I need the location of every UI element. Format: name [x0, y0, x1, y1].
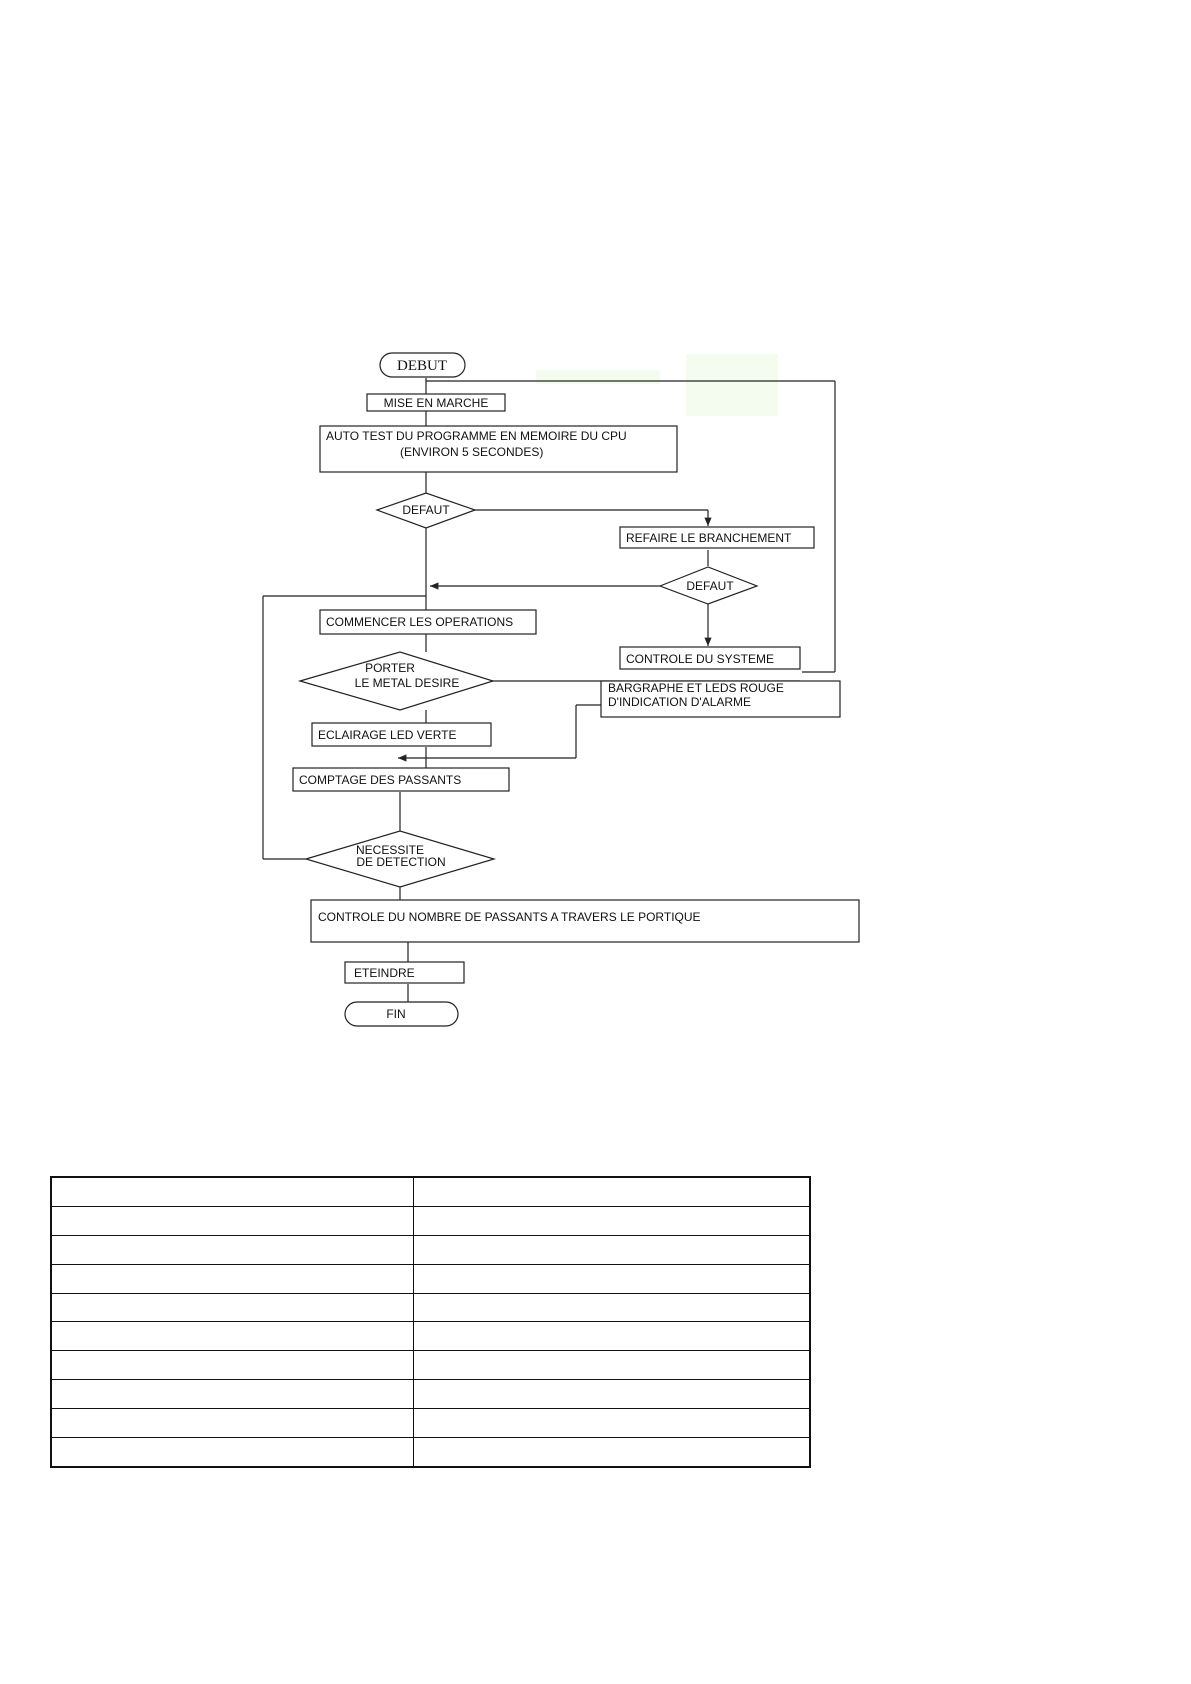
table-row — [51, 1322, 810, 1351]
control-count-label: CONTROLE DU NOMBRE DE PASSANTS A TRAVERS LE PORTIQUE — [318, 910, 701, 924]
need-detection-decision — [306, 831, 494, 887]
count-passersby-step — [293, 768, 509, 791]
empty-table — [50, 1176, 811, 1468]
alarm-indication-step — [601, 681, 840, 717]
switch-off-step — [345, 962, 464, 983]
alarm-label-line1: BARGRAPHE ET LEDS ROUGE — [608, 681, 784, 695]
self-test-label-line1: AUTO TEST DU PROGRAMME EN MEMOIRE DU CPU — [326, 429, 627, 443]
switch-off-label: ETEINDRE — [354, 966, 415, 980]
table-row — [51, 1235, 810, 1264]
table-cell — [414, 1235, 811, 1264]
table-cell — [414, 1351, 811, 1380]
redo-wiring-step — [620, 527, 814, 548]
table-cell — [51, 1322, 414, 1351]
table-cell — [414, 1206, 811, 1235]
carry-metal-decision — [300, 652, 493, 710]
fault-decision-1-label: DEFAUT — [402, 503, 450, 517]
table-cell — [51, 1438, 414, 1467]
alarm-label-line2: D'INDICATION D'ALARME — [608, 695, 752, 709]
table-cell — [51, 1293, 414, 1322]
table-row — [51, 1438, 810, 1467]
table-row — [51, 1351, 810, 1380]
fault-decision-2-label: DEFAUT — [686, 579, 734, 593]
start-terminal — [380, 353, 465, 377]
start-operations-label: COMMENCER LES OPERATIONS — [326, 615, 514, 629]
table-cell — [414, 1264, 811, 1293]
table-cell — [51, 1351, 414, 1380]
self-test-label-line2: (ENVIRON 5 SECONDES) — [400, 445, 544, 459]
end-label: FIN — [386, 1007, 406, 1021]
system-check-step — [620, 647, 800, 669]
need-detection-label-line1: NECESSITE — [355, 843, 425, 857]
end-terminal — [345, 1002, 458, 1026]
table-row — [51, 1177, 810, 1206]
control-count-step — [311, 900, 859, 942]
table-cell — [414, 1322, 811, 1351]
fault-decision-2 — [660, 567, 757, 604]
table-row — [51, 1264, 810, 1293]
table-cell — [414, 1177, 811, 1206]
table-cell — [414, 1409, 811, 1438]
table-row — [51, 1380, 810, 1409]
self-test-step — [320, 426, 677, 472]
system-check-label: CONTROLE DU SYSTEME — [626, 652, 775, 666]
table-cell — [51, 1206, 414, 1235]
redo-wiring-label: REFAIRE LE BRANCHEMENT — [626, 531, 792, 545]
table-row — [51, 1206, 810, 1235]
table-cell — [414, 1380, 811, 1409]
table-cell — [51, 1380, 414, 1409]
table-row — [51, 1409, 810, 1438]
count-passersby-label: COMPTAGE DES PASSANTS — [299, 773, 462, 787]
green-led-label: ECLAIRAGE LED VERTE — [318, 728, 457, 742]
carry-metal-label-line1: PORTER — [365, 661, 415, 675]
power-on-label: MISE EN MARCHE — [383, 396, 489, 410]
table-cell — [414, 1293, 811, 1322]
need-detection-label-line2: DE DETECTION — [356, 855, 446, 869]
table-cell — [414, 1438, 811, 1467]
start-label: DEBUT — [397, 358, 447, 374]
green-led-step — [312, 723, 491, 746]
table-cell — [51, 1177, 414, 1206]
fault-decision-1 — [377, 493, 475, 528]
table-row — [51, 1293, 810, 1322]
table-cell — [51, 1409, 414, 1438]
power-on-step — [367, 394, 505, 411]
carry-metal-label-line2: LE METAL DESIRE — [354, 676, 460, 690]
table-cell — [51, 1235, 414, 1264]
start-operations-step — [320, 610, 536, 634]
table-cell — [51, 1264, 414, 1293]
